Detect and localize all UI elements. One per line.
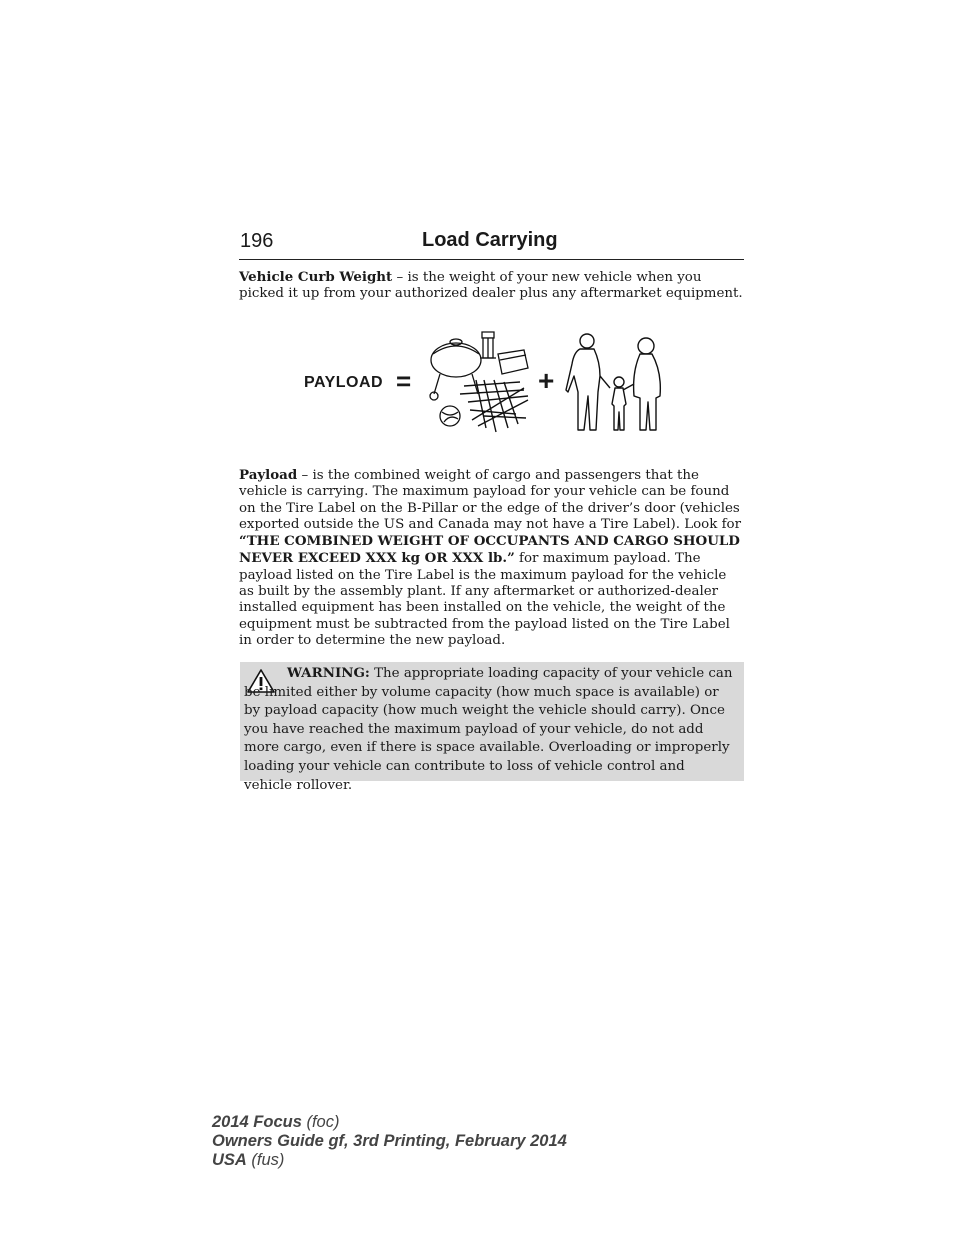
warning-label: WARNING: xyxy=(287,665,370,681)
payload-term: Payload xyxy=(239,467,298,483)
warning-text xyxy=(244,664,736,795)
page-header xyxy=(239,228,744,260)
section-title: Load Carrying xyxy=(422,229,558,251)
payload-label: PAYLOAD xyxy=(304,374,384,391)
curb-weight-term: Vehicle Curb Weight xyxy=(239,269,393,285)
footer xyxy=(212,1113,567,1170)
cargo-illustration xyxy=(424,324,534,436)
curb-weight-text: – is the weight of your new vehicle when you picked it up from your authorized dealer plus any aftermarket equipment. xyxy=(239,270,743,302)
warning-box xyxy=(240,662,744,793)
footer-model-code: (foc) xyxy=(301,1113,340,1131)
footer-line-3 xyxy=(212,1151,567,1170)
page-number: 196 xyxy=(240,230,274,252)
payload-text-2: for maximum payload. The payload listed on the Tire Label is the maximum payload for the vehicle as built by the assembly plant. If any aftermarket or authorized-dealer installed equipment has been installed on the vehicle, the weight of the equipment must be subtracted from the payload listed on the Tire Label in order to determine the new payload. xyxy=(239,551,730,648)
footer-line-2 xyxy=(212,1132,567,1151)
payload-quote: “THE COMBINED WEIGHT OF OCCUPANTS AND CARGO SHOULD NEVER EXCEED XXX kg OR XXX lb.” xyxy=(239,533,740,567)
footer-line-1 xyxy=(212,1113,567,1132)
plus-sign: + xyxy=(538,365,555,396)
people-illustration xyxy=(564,332,670,434)
payload-paragraph xyxy=(239,467,745,649)
payload-text-1: – is the combined weight of cargo and passengers that the vehicle is carrying. The maximum payload for your vehicle can be found on the Tire Label on the B-Pillar or the edge of the driver’s door (vehicles exported outside the US and Canada may not have a Tire Label). Look for xyxy=(239,468,742,532)
footer-region-code: (fus) xyxy=(246,1151,285,1169)
footer-guide: Owners Guide gf, 3rd Printing, February 2014 xyxy=(212,1132,567,1150)
warning-body: The appropriate loading capacity of your vehicle can be limited either by volume capacity (how much space is available) or by payload capacity (how much weight the vehicle should carry). Once you have reached the maximum payload of your vehicle, do not add more cargo, even if there is space available. Overloading or improperly loading your vehicle can contribute to loss of vehicle control and vehicle rollover. xyxy=(244,666,733,793)
equals-sign: = xyxy=(396,366,412,396)
payload-figure xyxy=(300,322,672,436)
footer-model: 2014 Focus xyxy=(212,1113,302,1131)
footer-region: USA xyxy=(212,1151,247,1169)
curb-weight-paragraph xyxy=(239,269,745,303)
